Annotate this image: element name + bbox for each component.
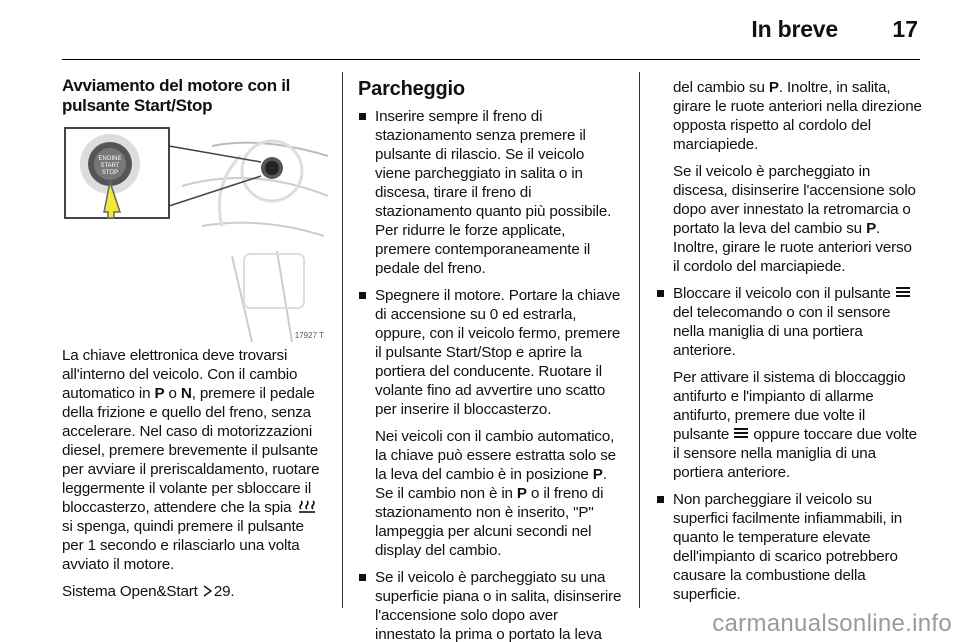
start-stop-paragraph: La chiave elettronica deve trovarsi all'interno del veicolo. Con il cambio automatico in P o N, premere il pedale della frizione e quello del freno, senza accelerare. Nel caso di motorizzazioni diesel, premere brevemente il pulsante per avviare il preriscaldamento, ruotare leggermente il volante per sbloccare il bloccasterzo, attendere che la spia si spenga, quindi premere il pulsante per 1 secondo e rilasciarlo una volta avviato il motore. (62, 347, 320, 573)
page-number: 17 (892, 16, 918, 42)
list-item-note: Per attivare il sistema di bloccaggio antifurto e l'impianto di allarme antifurto, premere due volte il pulsante oppure toccare due volte il sensore nella maniglia di una portiera anteriore. (673, 369, 917, 481)
column-divider (639, 72, 640, 608)
column-start-stop (62, 76, 326, 601)
list-item-continued: del cambio su P. Inoltre, in salita, girare le ruote anteriori nella direzione opposta rispetto al cordolo del marciapiede. (673, 79, 922, 153)
list-item: Spegnere il motore. Portare la chiave di accensione su 0 ed estrarla, oppure, con il veicolo fermo, premere il pulsante Start/Stop e aprire la portiera del conducente. Ruotare il volante fino ad avvertire uno scatto per inserire il bloccasterzo. (358, 286, 622, 419)
svg-text:STOP: STOP (101, 170, 119, 176)
figure-code: 17927 T (294, 331, 324, 340)
parking-heading: Parcheggio (358, 78, 465, 100)
list-item: Se il veicolo è parcheggiato su una superficie piana o in salita, disinserire l'accensione solo dopo aver innestato la prima o portato la leva (358, 568, 622, 642)
cross-reference[interactable]: Sistema Open&Start 29. (62, 583, 235, 600)
svg-text:ENGINE: ENGINE (98, 156, 122, 162)
start-stop-button-illustration (62, 126, 328, 342)
list-item: Non parcheggiare il veicolo su superfici facilmente infiammabili, in quanto le temperature elevate dell'impianto di scarico potrebbero causare la combustione della superficie. (656, 490, 922, 604)
start-stop-heading: Avviamento del motore con il pulsante Start/Stop (62, 76, 291, 115)
column-parking-continued (656, 76, 922, 604)
column-parking (358, 76, 622, 642)
lock-icon (896, 287, 910, 297)
lock-icon (734, 428, 748, 438)
svg-text:START: START (100, 163, 120, 169)
list-item: Bloccare il veicolo con il pulsante del telecomando o con il sensore nella maniglia di una portiera anteriore. (656, 284, 922, 360)
cross-reference-arrow-icon (203, 585, 212, 597)
section-title: In breve (751, 16, 838, 42)
list-item-note: Nei veicoli con il cambio automatico, la chiave può essere estratta solo se la leva del cambio è in posizione P. Se il cambio non è in P o il freno di stazionamento non è inserito, "P" lampeggia per alcuni secondi nel display del cambio. (375, 428, 616, 559)
list-item: Inserire sempre il freno di stazionamento senza premere il pulsante di rilascio. Se il veicolo viene parcheggiato in salita o in discesa, tirare il freno di stazionamento quanto più possibile. Per ridurre le forze applicate, premere contemporaneamente il pedale del freno. (358, 107, 622, 278)
list-item-note: Se il veicolo è parcheggiato in discesa, disinserire l'accensione solo dopo aver innestato la retromarcia o portato la leva del cambio su P. Inoltre, girare le ruote anteriori verso il cordolo del marciapiede. (673, 163, 916, 275)
preheating-warning-icon (298, 499, 316, 514)
column-divider (342, 72, 343, 608)
watermark: carmanualsonline.info (712, 610, 952, 637)
page-header (62, 0, 920, 60)
